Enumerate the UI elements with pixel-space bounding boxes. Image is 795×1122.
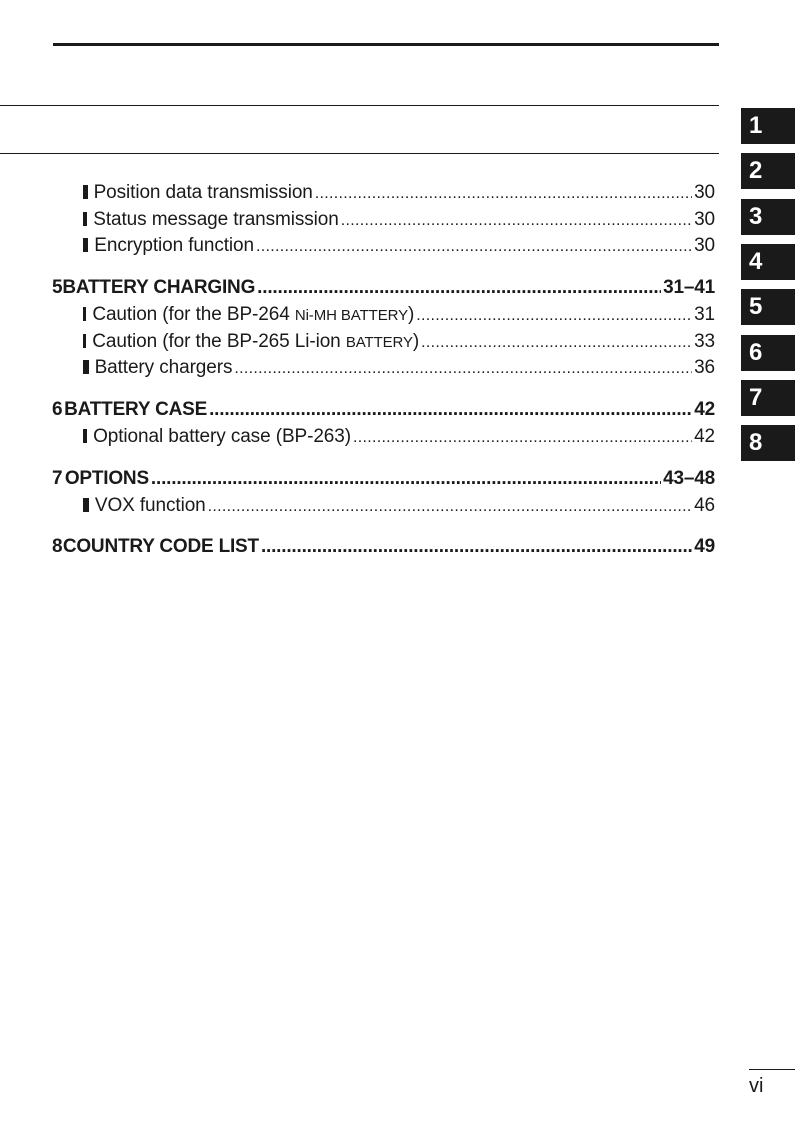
toc-entry[interactable] — [83, 330, 715, 354]
toc-entry-title: Caution (for the BP-264 Ni-MH BATTERY) — [92, 304, 415, 325]
section-tab-2[interactable]: 2 — [741, 153, 795, 189]
toc-entry[interactable] — [83, 234, 715, 258]
toc-entry-title: Status message transmission — [93, 209, 339, 230]
square-bullet-icon — [83, 307, 86, 321]
section-tab-5[interactable]: 5 — [741, 289, 795, 325]
toc-entry-title: Optional battery case (BP-263) — [93, 426, 351, 447]
dot-leader — [257, 276, 661, 300]
dot-leader — [209, 398, 692, 422]
page-number: vi — [749, 1075, 764, 1097]
section-tab-4[interactable]: 4 — [741, 244, 795, 280]
toc-entry[interactable] — [83, 425, 715, 449]
toc-section-title: BATTERY CHARGING — [62, 277, 256, 298]
square-bullet-icon — [83, 212, 87, 226]
toc-entry[interactable] — [83, 208, 715, 232]
square-bullet-icon — [83, 185, 88, 199]
dot-leader — [315, 182, 692, 206]
section-tab-1[interactable]: 1 — [741, 108, 795, 144]
toc-section[interactable] — [52, 276, 715, 300]
dot-leader — [421, 331, 692, 355]
toc-entry-title: Caution (for the BP-265 Li-ion BATTERY) — [92, 331, 420, 352]
dot-leader — [261, 535, 692, 559]
toc-entry-title: Battery chargers — [94, 357, 233, 378]
square-bullet-icon — [83, 429, 87, 443]
toc-section-number: 5 — [52, 277, 63, 298]
toc-section-page: 42 — [694, 399, 715, 420]
square-bullet-icon — [83, 238, 88, 252]
toc-section-title: COUNTRY CODE LIST — [62, 536, 259, 557]
toc-section[interactable] — [52, 467, 715, 491]
dot-leader — [416, 304, 692, 328]
toc-entry-title: VOX function — [94, 495, 206, 516]
dot-leader — [341, 209, 692, 233]
section-tab-6[interactable]: 6 — [741, 335, 795, 371]
toc-section-page: 49 — [694, 536, 715, 557]
toc-entry[interactable] — [83, 356, 715, 380]
toc-section-page: 31–41 — [663, 277, 715, 298]
toc-entry-page: 36 — [694, 357, 715, 378]
toc-entry[interactable] — [83, 303, 715, 327]
square-bullet-icon — [83, 498, 89, 512]
toc-section-title: BATTERY CASE — [64, 399, 208, 420]
header-band-top-rule — [0, 105, 719, 106]
toc-entry-page: 46 — [694, 495, 715, 516]
dot-leader — [234, 357, 692, 381]
toc-entry[interactable] — [83, 494, 715, 518]
toc-section[interactable] — [52, 398, 715, 422]
toc-entry-page: 33 — [694, 331, 715, 352]
section-tab-8[interactable]: 8 — [741, 425, 795, 461]
square-bullet-icon — [83, 360, 89, 374]
dot-leader — [353, 426, 692, 450]
toc-entry-page: 30 — [694, 182, 715, 203]
toc-entry-title: Encryption function — [94, 235, 254, 256]
dot-leader — [151, 467, 661, 491]
toc-entry-page: 42 — [694, 426, 715, 447]
toc-section-page: 43–48 — [663, 468, 715, 489]
toc-entry[interactable] — [83, 181, 715, 205]
toc-entry-title: Position data transmission — [93, 182, 313, 203]
toc-section-number: 8 — [52, 536, 63, 557]
toc-entry-page: 30 — [694, 209, 715, 230]
top-rule — [53, 43, 719, 46]
section-tab-3[interactable]: 3 — [741, 199, 795, 235]
section-tab-7[interactable]: 7 — [741, 380, 795, 416]
dot-leader — [208, 495, 692, 519]
toc-section-number: 6 — [52, 399, 63, 420]
dot-leader — [256, 235, 692, 259]
toc-section-title: OPTIONS — [64, 468, 149, 489]
toc-entry-page: 31 — [694, 304, 715, 325]
footer-rule — [749, 1069, 795, 1070]
toc-section-number: 7 — [52, 468, 63, 489]
toc-section[interactable] — [52, 535, 715, 559]
square-bullet-icon — [83, 334, 86, 348]
toc-entry-page: 30 — [694, 235, 715, 256]
header-band-bottom-rule — [0, 153, 719, 154]
